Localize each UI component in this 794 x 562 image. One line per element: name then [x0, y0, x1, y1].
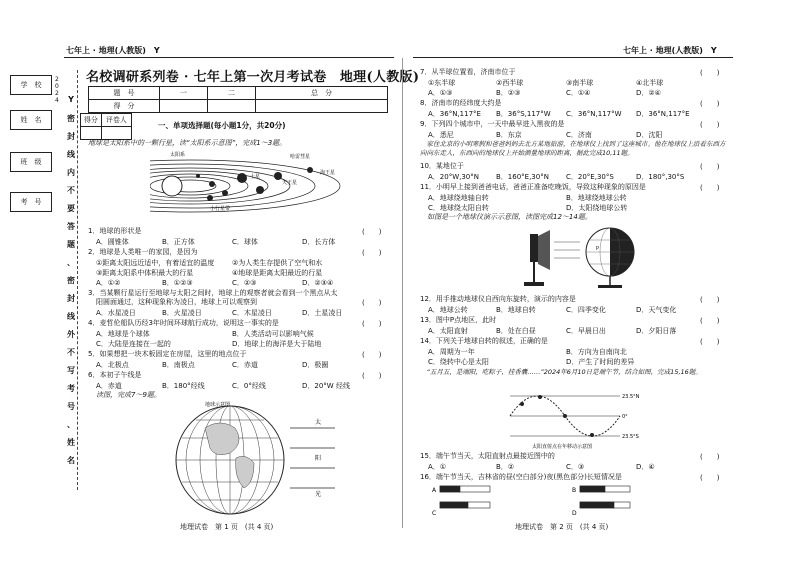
seal-char: 封: [67, 132, 75, 141]
q6-opt-a: A．赤道: [96, 382, 122, 390]
q13-answer[interactable]: ( ): [700, 317, 720, 325]
header-left: 七年上 · 地理(人教版) Y: [66, 46, 160, 55]
q10-opt-d: D．180°,30°S: [636, 173, 685, 181]
q1-opt-b: B．正方体: [162, 238, 195, 246]
seal-char: Y: [68, 95, 74, 104]
seal-char: 线: [67, 150, 75, 159]
q7-opt-c: C．①④: [566, 89, 591, 97]
q4-answer[interactable]: ( ): [362, 320, 382, 328]
q9-opt-b: B．东京: [496, 131, 522, 139]
q16-answer[interactable]: ( ): [700, 474, 720, 482]
q2-stem: 2．地球是人类唯一的家园，是因为: [88, 248, 198, 256]
section-heading: 一、单项选择题(每小题1分，共20分): [158, 121, 286, 130]
seal-char: 答: [67, 222, 75, 231]
q8-opt-c: C．36°N,117°W: [566, 110, 622, 118]
seal-char: 号: [67, 402, 75, 411]
globe-diagram: [150, 398, 340, 516]
seal-char: 考: [67, 384, 75, 393]
q6-answer[interactable]: ( ): [362, 372, 382, 380]
score-cell[interactable]: [256, 100, 388, 113]
q14-opt-b: B．方向为自南向北: [566, 348, 627, 356]
q15-stem: 15．端午节当天，太阳直射点最接近图中的: [420, 452, 555, 460]
globe-side-3: 光: [315, 491, 322, 498]
label-neptune: 海王星: [320, 170, 336, 176]
globe-caption: 地球示意图: [205, 402, 231, 408]
q9-answer[interactable]: ( ): [700, 121, 720, 129]
day-night-bars: [430, 482, 660, 516]
q9-opt-c: C．济南: [566, 131, 592, 139]
seal-char: 名: [67, 456, 75, 465]
solar-caption: 太阳系: [170, 152, 186, 158]
q15-opt-b: B．②: [496, 463, 515, 471]
q11-opt-a: A．地球绕地轴自转: [428, 194, 489, 202]
q1-opt-d: D．长方体: [302, 238, 336, 246]
q15-opt-a: A．①: [428, 463, 447, 471]
score-header-two: 二: [208, 87, 256, 100]
lat-south-label: 23.5°S: [622, 434, 639, 440]
q13-stem: 13．图中P点地区，此时: [420, 316, 497, 324]
q8-answer[interactable]: ( ): [700, 100, 720, 108]
equator-label: 0°: [622, 414, 628, 420]
q3-opt-a: A．水星凌日: [96, 309, 136, 317]
q14-opt-d: D．产生了时间的差异: [566, 358, 635, 366]
solar-system-diagram: [150, 148, 360, 218]
q7-item-1: ①东半球: [428, 79, 456, 87]
seal-char: 、: [67, 258, 75, 267]
q6-opt-d: D．20°W 经线: [302, 382, 350, 390]
intro-7-9: 读图，完成7～9题。: [96, 391, 161, 399]
label-uranus: 天王星: [282, 180, 298, 186]
q3-opt-c: C．木星凌日: [232, 309, 272, 317]
q6-opt-c: C．0°经线: [232, 382, 266, 390]
seal-char: 姓: [67, 438, 75, 447]
q4-opt-a: A．地球是个球体: [96, 330, 150, 338]
q5-opt-d: D．极圈: [302, 361, 329, 369]
seal-char: 密: [67, 276, 75, 285]
q2-item-3: ③距离太阳系中体积最大的行星: [96, 269, 194, 277]
intro-1-3: 地球是太阳系中的一颗行星，读“太阳系示意图”，完成1～3题。: [88, 139, 287, 147]
q8-opt-d: D．36°N,117°E: [636, 110, 690, 118]
q2-opt-a: A．①②: [96, 279, 121, 287]
q3-stem: 3．当某颗行星运行至地球与太阳之间时，地球上的观察者就会看到一个黑点从太: [88, 289, 338, 297]
q4-opt-d: D．地球上的海洋是大于陆地: [232, 340, 322, 348]
q12-opt-a: A．地球公转: [428, 306, 468, 314]
q15-opt-c: C．③: [566, 463, 585, 471]
q9-opt-a: A．悉尼: [428, 131, 454, 139]
q4-stem: 4．麦哲伦船队历经3年时间环球航行成功，说明这一事实的是: [88, 319, 279, 327]
grader-box: [80, 113, 132, 140]
q2-answer[interactable]: ( ): [362, 249, 382, 257]
q12-opt-d: D．天气变化: [636, 306, 677, 314]
seal-char: 线: [67, 312, 75, 321]
q11-opt-c: C．地球绕太阳自转: [428, 204, 489, 212]
q5-opt-b: B．南极点: [162, 361, 195, 369]
q12-stem: 12．用手推动地球仪自西向东旋转，演示的内容是: [420, 295, 576, 303]
page-divider: [402, 58, 403, 528]
q14-opt-c: C．绕转中心是太阳: [428, 358, 489, 366]
q8-opt-b: B．36°S,117°W: [496, 110, 551, 118]
seal-char: 、: [67, 420, 75, 429]
footer-right: 地理试卷 第 2 页 (共 4 页): [515, 523, 609, 531]
bar-b-label: B: [572, 487, 577, 494]
q10-opt-a: A．20°W,30°N: [428, 173, 479, 181]
score-header-one: 一: [160, 87, 208, 100]
seal-char: 密: [67, 114, 75, 123]
q15-answer[interactable]: ( ): [700, 453, 720, 461]
q11-opt-b: B．地球绕地球公转: [566, 194, 627, 202]
globe-side-2: 阳: [315, 455, 322, 462]
q11-opt-d: D．太阳绕地球公转: [566, 204, 628, 212]
q7-opt-b: B．②③: [496, 89, 521, 97]
q2-item-4: ④地球是距离太阳最近的行星: [232, 269, 323, 277]
q3-answer[interactable]: ( ): [362, 299, 382, 307]
fan-icon: [530, 234, 538, 262]
q16-stem: 16．端午节当天，吉林省的昼(空白部分)夜(黑色部分)长短情况是: [420, 473, 622, 481]
seal-line: [77, 70, 78, 490]
side-name-label: 姓 名: [10, 110, 52, 130]
side-class-label: 班 级: [10, 152, 52, 172]
q9-opt-d: D．沈阳: [636, 131, 663, 139]
seal-char: 要: [67, 204, 75, 213]
seal-char: 写: [67, 366, 75, 375]
label-comet: 哈雷彗星: [290, 154, 311, 160]
q5-opt-c: C．赤道: [232, 361, 258, 369]
q15-opt-d: D．④: [636, 463, 655, 471]
q13-opt-c: C．早晨日出: [566, 327, 606, 335]
q3-opt-d: D．土星凌日: [302, 309, 343, 317]
q7-item-3: ③南半球: [566, 79, 594, 87]
page-title: 名校调研系列卷 · 七年上第一次月考试卷 地理(人教版): [86, 70, 420, 85]
q10-opt-b: B．160°E,30°N: [496, 173, 549, 181]
globe-side-1: 太: [315, 419, 322, 426]
score-cell[interactable]: [160, 100, 208, 113]
q8-opt-a: A．36°N,117°E: [428, 110, 481, 118]
score-header-total: 总 分: [256, 87, 388, 100]
q1-answer[interactable]: ( ): [362, 228, 382, 236]
score-cell[interactable]: [208, 100, 256, 113]
q11-answer[interactable]: ( ): [700, 184, 720, 192]
q5-stem: 5．如果想把一块木板固定在房屋，这里的地点位于: [88, 350, 247, 358]
seal-char: 题: [67, 240, 75, 249]
q2-item-1: ①距离太阳远近适中，有着适宜的温度: [96, 259, 215, 267]
svg-text:P: P: [596, 246, 600, 252]
seal-char: 外: [67, 330, 75, 339]
q3-opt-b: B．火星凌日: [162, 309, 202, 317]
bar-a-label: A: [432, 487, 437, 494]
q7-stem: 7．从半球位置看，济南市位于: [420, 68, 516, 76]
grader-name-cell[interactable]: [101, 127, 131, 140]
grader-score-cell[interactable]: [81, 127, 102, 140]
grader-name-label: 评卷人: [101, 114, 131, 127]
q10-stem: 10．某地位于: [420, 162, 464, 170]
q7-item-4: ④北半球: [636, 79, 664, 87]
q6-opt-b: B．180°经线: [162, 382, 205, 390]
q5-answer[interactable]: ( ): [362, 351, 382, 359]
bar-c-label: C: [432, 510, 437, 516]
q7-opt-a: A．①③: [428, 89, 453, 97]
intro-10-11: 家住北京的小明寒假和爸爸妈妈去北方某地旅游，在地球仪上找到了这座城市。他在地球仪上沿着东西方向向东走人，东西向的地球仪上开始测量地球的距离，据此完成10,11题。: [420, 140, 726, 157]
q1-opt-c: C．球体: [232, 238, 258, 246]
lat-north-label: 23.5°N: [622, 394, 640, 400]
sun-path-diagram: [500, 388, 650, 450]
label-asteroid: 小行星带: [210, 206, 231, 212]
intro-15-16: “五月五，是端阳，吃粽子，挂香囊……”2024年6月10日是端午节，结合如图，完成15,16题。: [420, 368, 702, 376]
q10-opt-c: C．20°E,30°S: [566, 173, 614, 181]
q2-item-2: ②为人类生存提供了空气和水: [232, 259, 323, 267]
header-rule-right: [413, 57, 733, 58]
sun-chart-caption: 太阳直射点在年移动示意图: [532, 444, 593, 450]
score-header-question: 题 号: [89, 87, 160, 100]
seal-char: 不: [67, 348, 75, 357]
header-rule-left: [64, 57, 394, 58]
q2-opt-b: B．①②③: [162, 279, 193, 287]
seal-char: 内: [67, 168, 75, 177]
q13-opt-d: D．夕阳日落: [636, 327, 677, 335]
side-year: 2024: [55, 76, 59, 104]
bar-d-label: D: [572, 510, 577, 516]
q4-opt-c: C．大陆是连接在一起的: [96, 340, 171, 348]
q12-answer[interactable]: ( ): [700, 296, 720, 304]
q4-opt-b: B．人类活动可以影响气候: [232, 330, 314, 338]
q2-opt-d: D．②③④: [302, 279, 334, 287]
sun-icon: [162, 176, 182, 196]
q13-opt-a: A．太阳直射: [428, 327, 468, 335]
q1-stem: 1．地球的形状是: [88, 227, 142, 235]
seal-char: 封: [67, 294, 75, 303]
q12-opt-c: C．四季变化: [566, 306, 606, 314]
q1-opt-a: A．圆锥体: [96, 238, 129, 246]
q6-stem: 6．本初子午线是: [88, 371, 142, 379]
q11-stem: 11．小明早上接到爸爸电话，爸爸正准备吃晚饭，导致这种现象的原因是: [420, 183, 646, 191]
score-table: [88, 86, 388, 113]
header-right: 七年上 · 地理(人教版) Y: [623, 46, 717, 55]
score-row-label: 得 分: [89, 100, 160, 113]
q7-opt-d: D．②④: [636, 89, 661, 97]
q14-opt-a: A．周期为一年: [428, 348, 475, 356]
q14-answer[interactable]: ( ): [700, 338, 720, 346]
grader-score-label: 得分: [81, 114, 102, 127]
q10-answer[interactable]: ( ): [700, 163, 720, 171]
intro-12-14: 如图是一个地球仪演示示意图，读图完成12～14题。: [420, 213, 592, 221]
footer-left: 地理试卷 第 1 页 (共 4 页): [180, 523, 274, 531]
q3-stem-2: 阳圆面通过，这种现象称为凌日，地球上可以观察到: [96, 298, 257, 306]
seal-char: 不: [67, 186, 75, 195]
label-saturn: 土星: [250, 174, 261, 180]
q8-stem: 8．济南市的经纬度大约是: [420, 99, 502, 107]
q14-stem: 14．下列关于地球自转的叙述，正确的是: [420, 337, 548, 345]
q12-opt-b: B．地球自转: [496, 306, 536, 314]
q7-item-2: ②西半球: [496, 79, 524, 87]
side-school-label: 学 校: [10, 75, 52, 95]
q7-answer[interactable]: ( ): [700, 69, 720, 77]
fan-globe-diagram: [510, 222, 660, 292]
q9-stem: 9．下列四个城市中，一天中最早进入黑夜的是: [420, 120, 565, 128]
q5-opt-a: A．北极点: [96, 361, 129, 369]
q13-opt-b: B．处在白昼: [496, 327, 536, 335]
side-number-label: 考 号: [10, 192, 52, 212]
q2-opt-c: C．②③: [232, 279, 257, 287]
